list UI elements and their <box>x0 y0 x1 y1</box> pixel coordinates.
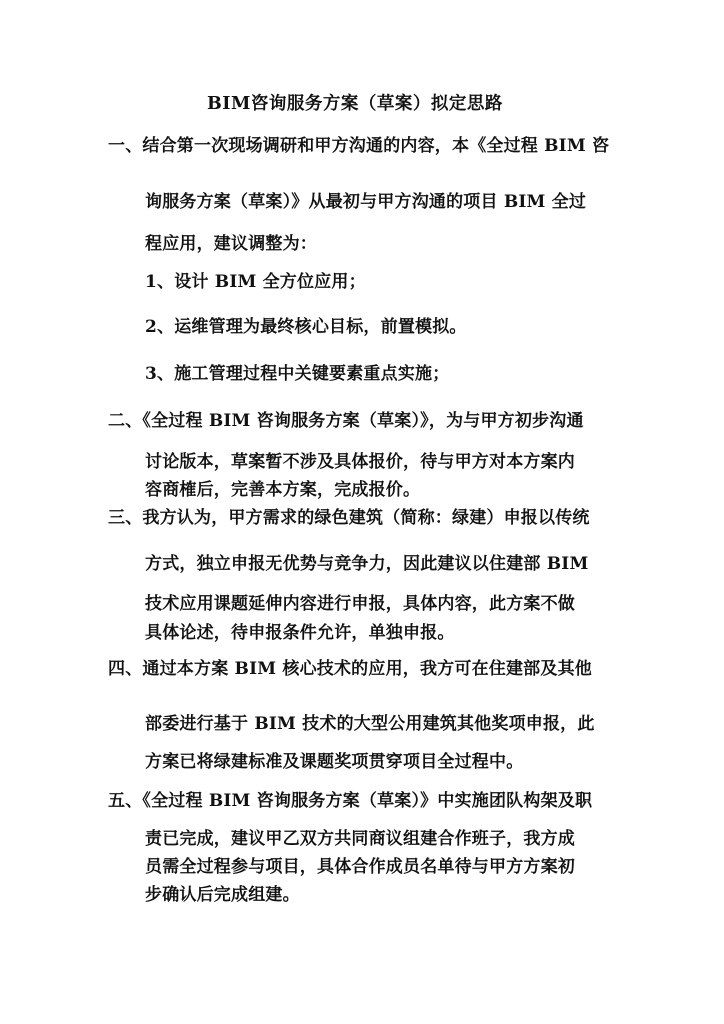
section-3-line-3: 技术应用课题延伸内容进行申报，具体内容，此方案不做 <box>145 594 575 614</box>
section-4-line-2: 部委进行基于 BIM 技术的大型公用建筑其他奖项申报，此 <box>145 714 595 734</box>
section-2-line-3: 容商榷后，完善本方案，完成报价。 <box>145 480 421 500</box>
section-5-line-4: 步确认后完成组建。 <box>145 885 300 905</box>
section-3-line-2: 方式，独立申报无优势与竞争力，因此建议以住建部 BIM <box>145 554 589 574</box>
section-2-line-2: 讨论版本，草案暂不涉及具体报价，待与甲方对本方案内 <box>145 452 575 472</box>
section-1-line-1: 一、结合第一次现场调研和甲方沟通的内容，本《全过程 BIM 咨 <box>108 136 610 156</box>
section-3-line-1: 三、我方认为，甲方需求的绿色建筑（简称：绿建）申报以传统 <box>108 508 590 528</box>
list-item-2: 2、运维管理为最终核心目标，前置模拟。 <box>145 317 467 337</box>
section-1-line-3: 程应用，建议调整为： <box>145 234 317 254</box>
section-4-line-3: 方案已将绿建标准及课题奖项贯穿项目全过程中。 <box>145 752 524 772</box>
list-item-3: 3、施工管理过程中关键要素重点实施； <box>145 364 450 384</box>
section-5-line-2: 责已完成，建议甲乙双方共同商议组建合作班子，我方成 <box>145 829 575 849</box>
list-item-1: 1、设计 BIM 全方位应用； <box>145 272 366 292</box>
document-title: BIM咨询服务方案（草案）拟定思路 <box>207 94 503 114</box>
section-5-line-3: 员需全过程参与项目，具体合作成员名单待与甲方方案初 <box>145 857 575 877</box>
section-4-line-1: 四、通过本方案 BIM 核心技术的应用，我方可在住建部及其他 <box>108 659 592 679</box>
section-2-line-1: 二、《全过程 BIM 咨询服务方案（草案）》，为与甲方初步沟通 <box>108 411 584 431</box>
section-1-line-2: 询服务方案（草案）》从最初与甲方沟通的项目 BIM 全过 <box>145 192 587 212</box>
section-5-line-1: 五、《全过程 BIM 咨询服务方案（草案）》中实施团队构架及职 <box>108 791 593 811</box>
section-3-line-4: 具体论述，待申报条件允许，单独申报。 <box>145 623 455 643</box>
